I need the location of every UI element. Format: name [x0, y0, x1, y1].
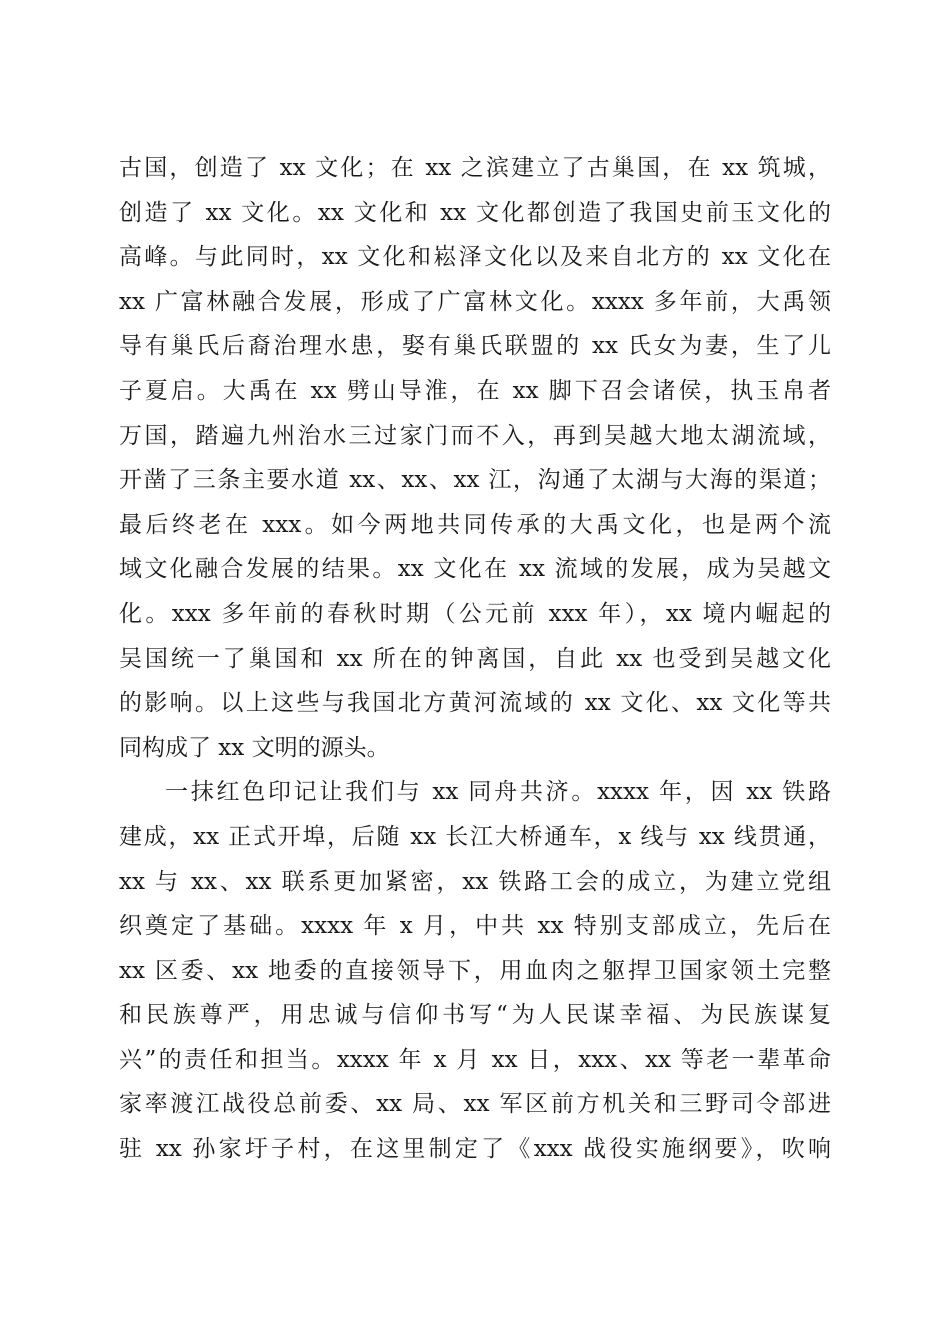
text-line: xx 广富林融合发展，形成了广富林文化。xxxx 多年前，大禹领 [119, 288, 831, 315]
text-line: 建成，xx 正式开埠，后随 xx 长江大桥通车，x 线与 xx 线贯通， [119, 823, 831, 850]
text-line: 吴国统一了巢国和 xx 所在的钟离国，自此 xx 也受到吴越文化 [119, 645, 831, 672]
text-line: 同构成了 xx 文明的源头。 [119, 734, 390, 761]
text-line: xx 区委、xx 地委的直接领导下，用血肉之躯捍卫国家领土完整 [119, 957, 831, 984]
text-line: 万国，踏遍九州治水三过家门而不入，再到吴越大地太湖流域， [119, 422, 831, 449]
paragraph-red-memory [119, 770, 831, 1171]
paragraph-ancient-culture [119, 146, 831, 770]
text-line: 一抹红色印记让我们与 xx 同舟共济。xxxx 年，因 xx 铁路 [165, 779, 831, 806]
text-line: 子夏启。大禹在 xx 劈山导淮，在 xx 脚下召会诸侯，执玉帛者 [119, 377, 831, 404]
text-line: 兴”的责任和担当。xxxx 年 x 月 xx 日，xxx、xx 等老一辈革命 [119, 1046, 831, 1073]
text-line: 高峰。与此同时，xx 文化和崧泽文化以及来自北方的 xx 文化在 [119, 244, 831, 271]
text-line: 驻 xx 孙家圩子村，在这里制定了《xxx 战役实施纲要》，吹响 [119, 1136, 831, 1163]
text-line: 化。xxx 多年前的春秋时期（公元前 xxx 年），xx 境内崛起的 [119, 600, 831, 627]
text-line: 导有巢氏后裔治理水患，娶有巢氏联盟的 xx 氏女为妻，生了儿 [119, 333, 831, 360]
text-line: 的影响。以上这些与我国北方黄河流域的 xx 文化、xx 文化等共 [119, 690, 831, 717]
text-line: 域文化融合发展的结果。xx 文化在 xx 流域的发展，成为吴越文 [119, 556, 831, 583]
document-body [119, 146, 831, 1172]
text-line: 创造了 xx 文化。xx 文化和 xx 文化都创造了我国史前玉文化的 [119, 199, 831, 226]
text-line: 和民族尊严，用忠诚与信仰书写“为人民谋幸福、为民族谋复 [119, 1002, 831, 1029]
text-line: 开凿了三条主要水道 xx、xx、xx 江，沟通了太湖与大海的渠道； [119, 467, 831, 494]
text-line: xx 与 xx、xx 联系更加紧密，xx 铁路工会的成立，为建立党组 [119, 868, 831, 895]
text-line: 最后终老在 xxx。如今两地共同传承的大禹文化，也是两个流 [119, 511, 831, 538]
text-line: 古国，创造了 xx 文化；在 xx 之滨建立了古巢国，在 xx 筑城， [119, 155, 831, 181]
text-line: 家率渡江战役总前委、xx 局、xx 军区前方机关和三野司令部进 [119, 1091, 831, 1118]
text-line: 织奠定了基础。xxxx 年 x 月，中共 xx 特别支部成立，先后在 [119, 913, 831, 940]
